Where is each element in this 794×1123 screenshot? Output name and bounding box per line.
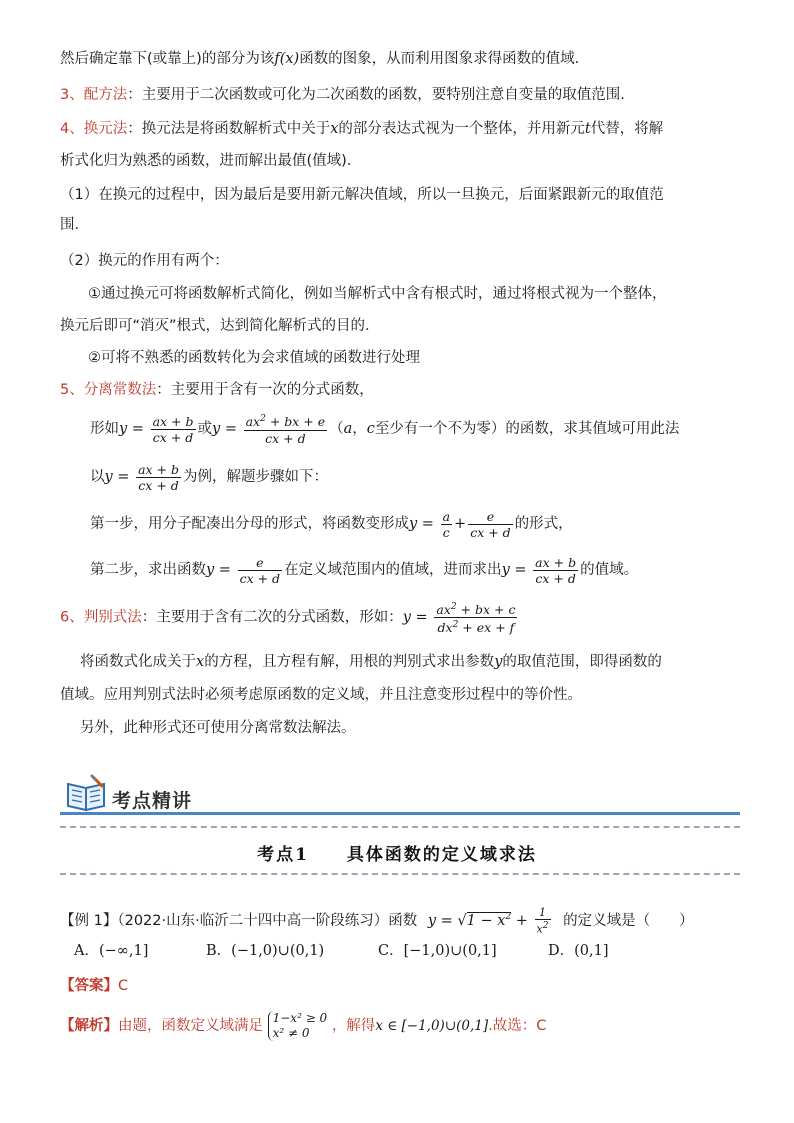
formula-fraction-step2-a: $\frac{e}{cx + d}$ <box>239 554 281 586</box>
banner-title: 考点精讲 <box>112 790 193 812</box>
method-6-paragraph-a: 将函数式化成关于x的方程，且方程有解，用根的判别式求出参数y的取值范围，即得函数的 <box>80 654 662 670</box>
dashed-divider-top <box>60 826 740 828</box>
formula-fraction-step2-b: $\frac{ax + b}{cx + d}$ <box>535 554 577 586</box>
method-5-step-2: 第二步，求出函数y = $\frac{e}{cx + d}$ 在定义域范围内的值域，进而求出y = $\frac{ax + b}{cx + d}$ 的值域。 <box>90 554 639 586</box>
method-3-completing-square: 3、配方法：主要用于二次函数或可化为二次函数的函数，要特别注意自变量的取值范围. <box>60 87 625 103</box>
formula-fraction-example: $\frac{ax + b}{cx + d}$ <box>138 461 180 493</box>
formula-fraction-linear: $\frac{ax + b}{cx + d}$ <box>152 413 194 445</box>
formula-fraction-quadratic: $\frac{ax^2 + bx + e}{cx + d}$ <box>245 414 326 446</box>
section-banner <box>60 772 740 820</box>
point-2-heading: （2）换元的作用有两个： <box>60 253 229 269</box>
option-d: D．(0,1] <box>548 943 609 959</box>
dashed-divider-bottom <box>60 873 740 875</box>
example-1-analysis: 【解析】由题，函数定义域满足 1−x² ≥ 0 x² ≠ 0 ，解得x ∈ [−1,0)∪(0,1].故选：C <box>60 1011 547 1040</box>
banner-underline <box>60 812 740 815</box>
method-4-substitution: 4、换元法：换元法是将函数解析式中关于x的部分表达式视为一个整体，并用新元t代替，将解 <box>60 121 664 137</box>
point-2-item-2: ②可将不熟悉的函数转化为会求值域的函数进行处理 <box>88 350 420 366</box>
point-2-item-1b: 换元后即可“消灭”根式，达到简化解析式的目的． <box>60 318 380 334</box>
method-5-separate-constant: 5、分离常数法：主要用于含有一次的分式函数， <box>60 382 374 398</box>
method-5-form: 形如y = $\frac{ax + b}{cx + d}$ 或y = $\frac{ax^2 + bx + e}{cx + d}$ （a，c至少有一个不为零）的函数，求其值域可用此法 <box>90 413 680 446</box>
condition-system: 1−x² ≥ 0 x² ≠ 0 <box>268 1011 328 1041</box>
section-title: 考点1 具体函数的定义域求法 <box>257 845 537 865</box>
option-a: A．(−∞,1] <box>74 943 149 959</box>
option-b: B．(−1,0)∪(0,1) <box>206 943 325 959</box>
example-1-question: 【例 1】（2022·山东·临沂二十四中高一阶段练习）函数 $y = √1 - x^2$ + $\frac{1}{x^2}$ 的定义域是（ ） <box>60 905 694 936</box>
option-c: C．[−1,0)∪(0,1] <box>378 943 497 959</box>
method-4-continued: 析式化归为熟悉的函数，进而解出最值(值域)． <box>60 153 362 169</box>
formula-fraction-discriminant: $\frac{ax^2 + bx + c}{dx^2 + ex + f}$ <box>436 602 516 636</box>
line-graph-method: 然后确定靠下(或靠上)的部分为该f(x)函数的图象，从而利用图象求得函数的值域． <box>60 51 590 67</box>
method-6-paragraph-b: 值域。应用判别式法时必须考虑原函数的定义域，并且注意变形过程中的等价性。 <box>60 687 582 703</box>
sqrt-expression: $√1 - x^2$ <box>457 912 512 929</box>
formula-fraction-a-over-c: $\frac{a}{c}$ <box>442 508 451 540</box>
formula-fraction-e-over-cxd: $\frac{e}{cx + d}$ <box>470 508 511 540</box>
method-5-example: 以y = $\frac{ax + b}{cx + d}$ 为例，解题步骤如下： <box>90 461 329 493</box>
point-1-line-a: （1）在换元的过程中，因为最后是要用新元解决值域，所以一旦换元，后面紧跟新元的取值范 <box>60 187 664 203</box>
method-6-other: 另外，此种形式还可使用分离常数法解法。 <box>80 720 356 736</box>
example-1-answer: 【答案】C <box>60 978 129 994</box>
book-icon <box>64 774 110 814</box>
point-1-line-b: 围． <box>60 217 89 233</box>
formula-fraction-one-over-x2: $\frac{1}{x^2}$ <box>536 905 549 936</box>
point-2-item-1a: ①通过换元可将函数解析式简化，例如当解析式中含有根式时，通过将根式视为一个整体， <box>88 286 667 302</box>
method-6-discriminant: 6、判别式法：主要用于含有二次的分式函数，形如：y = $\frac{ax^2 + bx + c}{dx^2 + ex + f}$ <box>60 602 516 636</box>
method-5-step-1: 第一步，用分子配凑出分母的形式，将函数变形成y = $\frac{a}{c}$ + $\frac{e}{cx + d}$ 的形式， <box>90 508 573 540</box>
